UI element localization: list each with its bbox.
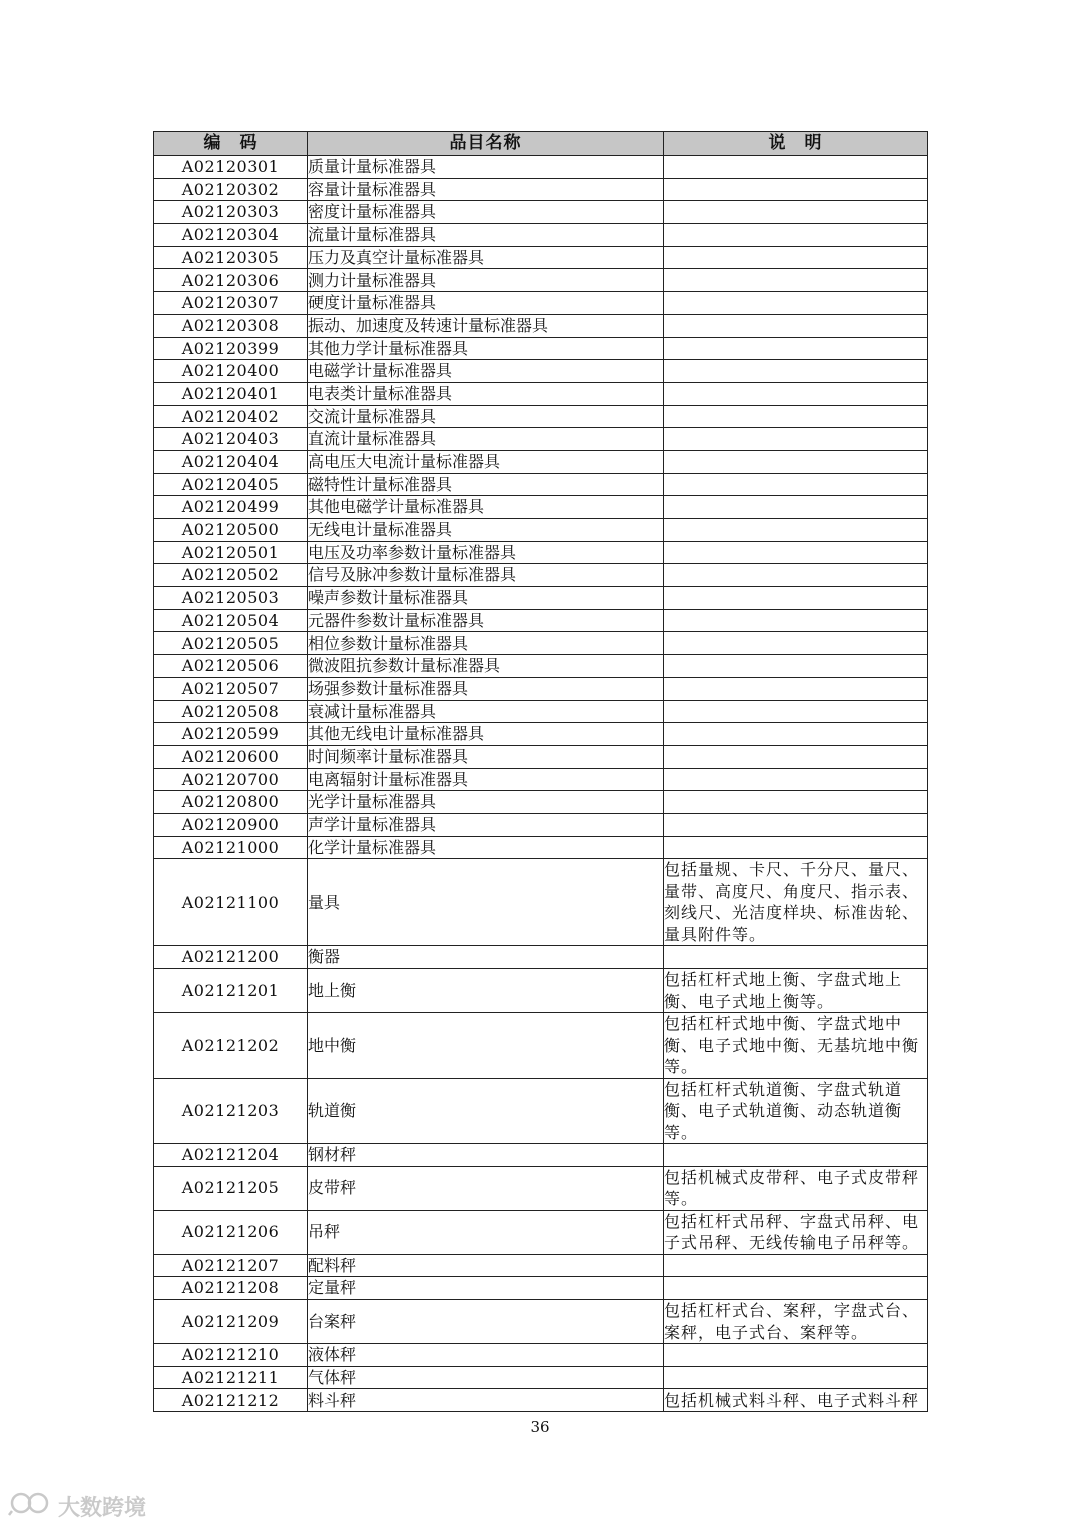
row-code: A02121202 [154,1013,308,1079]
table-row [154,677,928,700]
row-description [664,292,928,315]
table-row [154,723,928,746]
row-description [664,360,928,383]
row-description [664,224,928,247]
row-description: 包括杠杆式轨道衡、字盘式轨道衡、电子式轨道衡、动态轨道衡等。 [664,1078,928,1144]
watermark-text: 大数跨境 [58,1495,147,1521]
row-description: 包括杠杆式台、案秤，字盘式台、案秤，电子式台、案秤等。 [664,1300,928,1344]
row-code: A02120500 [154,519,308,542]
row-description [664,677,928,700]
row-description [664,201,928,224]
row-item-name: 测力计量标准器具 [308,269,664,292]
row-item-name: 高电压大电流计量标准器具 [308,450,664,473]
watermark-logo-icon [8,1490,54,1522]
row-code: A02120700 [154,768,308,791]
row-item-name: 直流计量标准器具 [308,428,664,451]
table-header-row [154,132,928,156]
row-item-name: 相位参数计量标准器具 [308,632,664,655]
table-row [154,745,928,768]
row-description [664,405,928,428]
row-code: A02120307 [154,292,308,315]
row-description [664,1254,928,1277]
table-row [154,519,928,542]
table-row [154,224,928,247]
row-code: A02120303 [154,201,308,224]
table-row [154,428,928,451]
table-row [154,269,928,292]
table-row [154,1144,928,1167]
row-code: A02120800 [154,791,308,814]
table-row [154,587,928,610]
row-description [664,700,928,723]
row-description [664,587,928,610]
table-row [154,836,928,859]
table-row [154,405,928,428]
table-row [154,768,928,791]
row-item-name: 信号及脉冲参数计量标准器具 [308,564,664,587]
row-code: A02120399 [154,337,308,360]
row-code: A02120507 [154,677,308,700]
table-row [154,655,928,678]
row-code: A02120306 [154,269,308,292]
row-item-name: 电离辐射计量标准器具 [308,768,664,791]
row-item-name: 微波阻抗参数计量标准器具 [308,655,664,678]
row-description [664,1144,928,1167]
table-row [154,178,928,201]
row-item-name: 电磁学计量标准器具 [308,360,664,383]
row-description [664,1277,928,1300]
table-row [154,632,928,655]
row-description: 包括机械式皮带秤、电子式皮带秤等。 [664,1166,928,1210]
table-row [154,564,928,587]
row-item-name: 气体秤 [308,1366,664,1389]
table-row [154,1166,928,1210]
row-code: A02121205 [154,1166,308,1210]
row-description [664,541,928,564]
row-description [664,519,928,542]
row-code: A02121212 [154,1389,308,1412]
row-description [664,496,928,519]
table-row [154,1210,928,1254]
header-description: 说 明 [664,132,928,156]
row-item-name: 地中衡 [308,1013,664,1079]
table-row [154,1344,928,1367]
row-code: A02120600 [154,745,308,768]
table-row [154,700,928,723]
row-description [664,768,928,791]
row-description [664,946,928,969]
table-row [154,1013,928,1079]
row-code: A02121201 [154,969,308,1013]
table-row [154,791,928,814]
row-code: A02121100 [154,859,308,946]
watermark [8,1490,146,1522]
table-row [154,337,928,360]
row-description [664,337,928,360]
row-description [664,632,928,655]
row-item-name: 噪声参数计量标准器具 [308,587,664,610]
row-description [664,246,928,269]
table-row [154,292,928,315]
row-item-name: 电表类计量标准器具 [308,382,664,405]
table-row [154,473,928,496]
table-row [154,360,928,383]
row-code: A02121206 [154,1210,308,1254]
row-code: A02120599 [154,723,308,746]
row-item-name: 振动、加速度及转速计量标准器具 [308,314,664,337]
row-description [664,382,928,405]
row-description [664,473,928,496]
row-item-name: 磁特性计量标准器具 [308,473,664,496]
row-item-name: 声学计量标准器具 [308,813,664,836]
page-number: 36 [530,1418,550,1436]
table-row [154,314,928,337]
row-code: A02120504 [154,609,308,632]
row-code: A02120403 [154,428,308,451]
row-description [664,1344,928,1367]
row-item-name: 无线电计量标准器具 [308,519,664,542]
row-item-name: 交流计量标准器具 [308,405,664,428]
row-code: A02120302 [154,178,308,201]
row-code: A02120304 [154,224,308,247]
row-code: A02121207 [154,1254,308,1277]
row-code: A02120505 [154,632,308,655]
table-row [154,1254,928,1277]
table-row [154,1277,928,1300]
row-item-name: 其他无线电计量标准器具 [308,723,664,746]
row-description [664,450,928,473]
row-item-name: 压力及真空计量标准器具 [308,246,664,269]
row-description: 包括杠杆式地中衡、字盘式地中衡、电子式地中衡、无基坑地中衡等。 [664,1013,928,1079]
row-item-name: 密度计量标准器具 [308,201,664,224]
row-code: A02121211 [154,1366,308,1389]
row-item-name: 元器件参数计量标准器具 [308,609,664,632]
row-description [664,314,928,337]
row-code: A02120501 [154,541,308,564]
row-code: A02121203 [154,1078,308,1144]
row-description [664,813,928,836]
row-item-name: 衡器 [308,946,664,969]
row-code: A02120499 [154,496,308,519]
header-code: 编 码 [154,132,308,156]
row-item-name: 配料秤 [308,1254,664,1277]
table-body [154,156,928,1412]
row-item-name: 其他电磁学计量标准器具 [308,496,664,519]
row-item-name: 液体秤 [308,1344,664,1367]
table-row [154,201,928,224]
row-description [664,609,928,632]
row-code: A02121204 [154,1144,308,1167]
row-item-name: 地上衡 [308,969,664,1013]
row-code: A02120503 [154,587,308,610]
row-item-name: 台案秤 [308,1300,664,1344]
row-item-name: 场强参数计量标准器具 [308,677,664,700]
row-code: A02120405 [154,473,308,496]
row-description [664,745,928,768]
row-code: A02120308 [154,314,308,337]
row-item-name: 料斗秤 [308,1389,664,1412]
table-row [154,450,928,473]
row-code: A02121210 [154,1344,308,1367]
row-code: A02120900 [154,813,308,836]
row-item-name: 容量计量标准器具 [308,178,664,201]
table-row [154,382,928,405]
row-item-name: 电压及功率参数计量标准器具 [308,541,664,564]
table-row [154,541,928,564]
row-item-name: 质量计量标准器具 [308,156,664,179]
row-description [664,269,928,292]
table-row [154,1366,928,1389]
row-code: A02121000 [154,836,308,859]
row-description [664,564,928,587]
row-code: A02121208 [154,1277,308,1300]
row-description [664,791,928,814]
row-code: A02120301 [154,156,308,179]
table-row [154,969,928,1013]
table-row [154,813,928,836]
table-row [154,609,928,632]
row-item-name: 定量秤 [308,1277,664,1300]
row-code: A02120508 [154,700,308,723]
table-row [154,1078,928,1144]
row-item-name: 衰减计量标准器具 [308,700,664,723]
table-row [154,859,928,946]
row-description [664,1366,928,1389]
table-row [154,496,928,519]
row-item-name: 硬度计量标准器具 [308,292,664,315]
row-description [664,655,928,678]
table-row [154,246,928,269]
row-item-name: 流量计量标准器具 [308,224,664,247]
row-description [664,836,928,859]
row-description: 包括杠杆式吊秤、字盘式吊秤、电子式吊秤、无线传输电子吊秤等。 [664,1210,928,1254]
header-item-name: 品目名称 [308,132,664,156]
row-item-name: 皮带秤 [308,1166,664,1210]
row-description: 包括机械式料斗秤、电子式料斗秤 [664,1389,928,1412]
row-item-name: 光学计量标准器具 [308,791,664,814]
row-code: A02121209 [154,1300,308,1344]
row-code: A02120400 [154,360,308,383]
table-row [154,156,928,179]
row-description [664,428,928,451]
table-row [154,946,928,969]
row-item-name: 化学计量标准器具 [308,836,664,859]
row-item-name: 其他力学计量标准器具 [308,337,664,360]
catalog-table [153,131,928,1412]
row-code: A02121200 [154,946,308,969]
row-code: A02120506 [154,655,308,678]
table-row [154,1300,928,1344]
row-code: A02120305 [154,246,308,269]
row-item-name: 时间频率计量标准器具 [308,745,664,768]
row-item-name: 量具 [308,859,664,946]
row-description: 包括量规、卡尺、千分尺、量尺、量带、高度尺、角度尺、指示表、刻线尺、光洁度样块、标准齿轮、量具附件等。 [664,859,928,946]
row-item-name: 吊秤 [308,1210,664,1254]
row-code: A02120401 [154,382,308,405]
row-description [664,156,928,179]
row-code: A02120404 [154,450,308,473]
row-item-name: 钢材秤 [308,1144,664,1167]
row-description [664,723,928,746]
row-description [664,178,928,201]
row-description: 包括杠杆式地上衡、字盘式地上衡、电子式地上衡等。 [664,969,928,1013]
row-code: A02120502 [154,564,308,587]
row-code: A02120402 [154,405,308,428]
table-row [154,1389,928,1412]
row-item-name: 轨道衡 [308,1078,664,1144]
